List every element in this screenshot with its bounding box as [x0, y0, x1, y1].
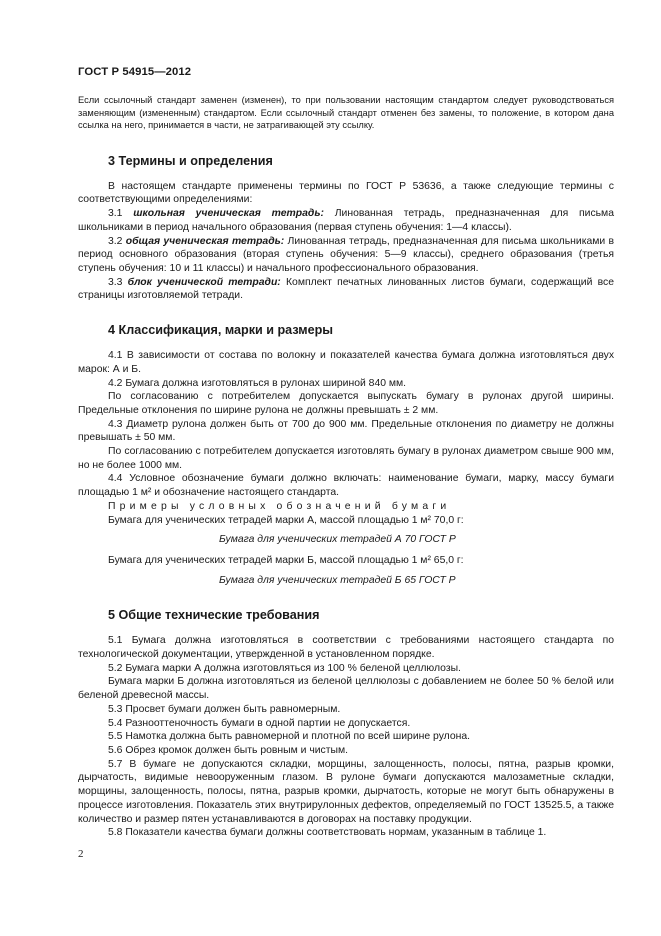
clause-number: 5.6 — [108, 744, 123, 756]
section-4-title: 4 Классификация, марки и размеры — [108, 323, 334, 338]
clause-5-3 — [78, 703, 614, 717]
clause-4-2-continued: По согласованию с потребителем допускается выпускать бумагу в рулонах другой ширины. Предельные отклонения по ширине рулона не должны превышать ± 2 мм. — [78, 391, 614, 416]
term-3-3 — [78, 276, 614, 303]
term-3-2 — [78, 235, 614, 276]
clause-5-5 — [78, 730, 614, 744]
clause-number: 5.3 — [108, 703, 123, 715]
clause-number: 5.2 — [108, 662, 123, 674]
clause-5-6 — [78, 744, 614, 758]
examples-label: Примеры условных обозначений бумаги — [108, 500, 451, 512]
clause-text: Бумага должна изготовляться в соответствии с требованиями настоящего стандарта по технологической документации, утвержденной в установленном порядке. — [78, 635, 614, 661]
clause-4-2 — [78, 377, 614, 391]
term-number: 3.1 — [108, 208, 123, 220]
term-3-1 — [78, 207, 614, 234]
clause-4-4 — [78, 472, 614, 499]
example-1-description: Бумага для ученических тетрадей марки А, массой площадью 1 м² 70,0 г: — [108, 514, 464, 526]
clause-5-2 — [78, 662, 614, 676]
page-content — [78, 94, 614, 840]
clause-text: В бумаге не допускаются складки, морщины, залощенность, полосы, пятна, разрыв кромки, дырчатость, видимые невооруженным глазом. В рулоне бумаги допускаются малозаметные складки, морщины, залощенность, полосы, пятна, разрыв кромки, дырчатость, которые не могут быть обнаружены в процессе изготовления. Показатель этих внутрирулонных дефектов, определяемый по ГОСТ 13525.5, а также количество и размер пятен устанавливаются в договорах на поставку продукции. — [78, 758, 614, 825]
clause-text: Обрез кромок должен быть ровным и чистым. — [125, 744, 349, 756]
clause-5-1 — [78, 634, 614, 661]
term-name: общая ученическая тетрадь: — [125, 235, 285, 247]
term-definition: Комплект печатных линованных листов бумаги, содержащий все страницы изготовляемой тетради. — [78, 276, 614, 302]
clause-number: 5.7 — [108, 758, 123, 770]
clause-number: 5.4 — [108, 717, 123, 729]
clause-4-3 — [78, 418, 614, 445]
document-header: ГОСТ Р 54915—2012 — [78, 66, 192, 78]
term-name: школьная ученическая тетрадь: — [133, 208, 324, 220]
clause-4-3-continued: По согласованию с потребителем допускается изготовлять бумагу в рулонах диаметром свыше 900 мм, но не более 1000 мм. — [78, 446, 614, 471]
term-definition: Линованная тетрадь, предназначенная для письма школьниками в период начального образования (первая ступень обучения: 1—4 классы). — [78, 208, 614, 233]
clause-text: Просвет бумаги должен быть равномерным. — [125, 703, 341, 715]
clause-5-7 — [78, 758, 614, 827]
clause-number: 5.8 — [108, 827, 123, 839]
clause-5-2-continued: Бумага марки Б должна изготовляться из беленой целлюлозы с добавлением не более 50 % белой или беленой древесной массы. — [78, 676, 614, 702]
clause-4-1 — [78, 349, 614, 376]
page-number: 2 — [78, 848, 84, 860]
example-2-description: Бумага для ученических тетрадей марки Б, массой площадью 1 м² 65,0 г: — [108, 554, 464, 566]
clause-text: Диаметр рулона должен быть от 700 до 900 мм. Предельные отклонения по диаметру не должны превышать ± 50 мм. — [78, 418, 614, 444]
term-definition: Линованная тетрадь, предназначенная для письма школьниками в период основного образования (вторая ступень обучения: 5—9 классы), среднего образования (третья ступень обучения: 10 и 11 классы) и начального профессионального образования. — [78, 235, 614, 274]
clause-number: 4.2 — [108, 377, 123, 389]
clause-text: В зависимости от состава по волокну и показателей качества бумага должна изготовляться двух марок: А и Б. — [78, 350, 615, 375]
example-2-designation: Бумага для ученических тетрадей Б 65 ГОСТ Р — [219, 574, 456, 586]
clause-number: 5.5 — [108, 731, 123, 743]
section-5-title: 5 Общие технические требования — [108, 608, 320, 623]
clause-number: 5.1 — [108, 635, 123, 647]
clause-text: Разнооттеночность бумаги в одной партии не допускается. — [125, 717, 411, 729]
clause-number: 4.4 — [108, 473, 123, 485]
section-3-intro: В настоящем стандарте применены термины по ГОСТ Р 53636, а также следующие термины с соответствующими определениями: — [78, 180, 614, 206]
clause-number: 4.3 — [108, 418, 123, 430]
clause-text: Намотка должна быть равномерной и плотной по всей ширине рулона. — [125, 731, 471, 743]
clause-text: Условное обозначение бумаги должно включать: наименование бумаги, марку, массу бумаги площадью 1 м² и обозначение настоящего стандарта. — [78, 473, 615, 499]
term-number: 3.3 — [108, 276, 123, 288]
clause-5-4 — [78, 717, 614, 731]
clause-text: Бумага должна изготовляться в рулонах шириной 840 мм. — [125, 377, 407, 389]
example-1-designation: Бумага для ученических тетрадей А 70 ГОСТ Р — [219, 534, 456, 546]
reference-note: Если ссылочный стандарт заменен (изменен), то при пользовании настоящим стандартом следует руководствоваться заменяющим (измененным) стандартом. Если ссылочный стандарт отменен без замены, то положение, в котором дана ссылка на него, принимается в части, не затрагивающей эту ссылку. — [78, 95, 614, 131]
term-number: 3.2 — [108, 235, 123, 247]
clause-text: Бумага марки А должна изготовляться из 100 % беленой целлюлозы. — [125, 662, 461, 674]
clause-number: 4.1 — [108, 350, 123, 362]
clause-5-8 — [78, 826, 614, 840]
clause-text: Показатели качества бумаги должны соответствовать нормам, указанным в таблице 1. — [125, 827, 547, 839]
term-name: блок ученической тетради: — [127, 276, 281, 288]
section-3-title: 3 Термины и определения — [108, 153, 273, 168]
